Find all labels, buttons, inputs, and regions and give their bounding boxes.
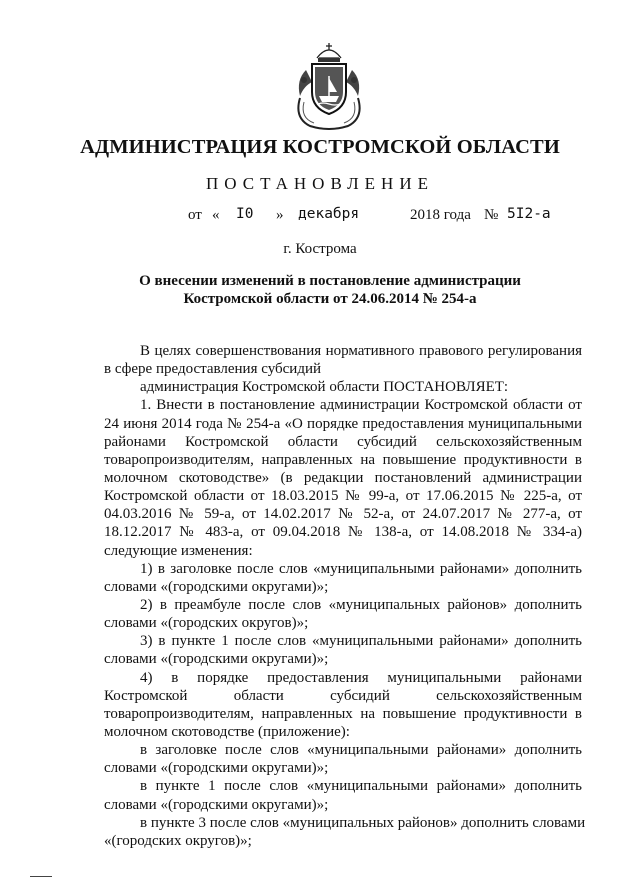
number-sign: № xyxy=(484,207,499,223)
body-line: 04.03.2016 № 59-а, от 14.02.2017 № 52-а, от 24.07.2017 № 277-а, от xyxy=(104,506,582,523)
body-line: 4) в порядке предоставления муниципальными районами xyxy=(140,669,582,686)
body-line: молочном скотоводстве (приложение): xyxy=(104,723,350,740)
document-subject xyxy=(120,272,540,308)
body-line: в заголовке после слов «муниципальными районами» дополнить xyxy=(140,742,582,759)
body-line: в пункте 1 после слов «муниципальными районами» дополнить xyxy=(140,778,582,795)
date-year: 2018 года xyxy=(410,207,471,223)
body-line: 1) в заголовке после слов «муниципальными районами» дополнить xyxy=(140,560,582,577)
body-line: администрация Костромской области ПОСТАНОВЛЯЕТ: xyxy=(140,379,509,396)
body-line: словами «(городскими округами)»; xyxy=(104,796,329,813)
date-quote-open: « xyxy=(212,207,220,223)
organization-title: АДМИНИСТРАЦИЯ КОСТРОМСКОЙ ОБЛАСТИ xyxy=(80,136,560,158)
body-line: словами «(городских округов)»; xyxy=(104,615,309,632)
body-line: словами «(городскими округами)»; xyxy=(104,651,329,668)
coat-of-arms-icon xyxy=(290,40,368,130)
body-line: в пункте 3 после слов «муниципальных районов» дополнить словами xyxy=(140,814,586,831)
page-mark xyxy=(30,876,52,877)
document-type: ПОСТАНОВЛЕНИЕ xyxy=(205,174,434,193)
document-body xyxy=(104,342,586,850)
date-day: I0 xyxy=(236,206,254,222)
body-line: молочном скотоводстве» (в редакции постановлений администрации xyxy=(104,469,582,486)
document-number: 5I2-а xyxy=(507,206,551,222)
body-line: Костромской области от 18.03.2015 № 99-а, от 17.06.2015 № 225-а, от xyxy=(104,488,582,505)
body-line: словами «(городскими округами)»; xyxy=(104,760,329,777)
body-line: 18.12.2017 № 483-а, от 09.04.2018 № 138-а, от 14.08.2018 № 334-а) xyxy=(104,524,582,541)
date-month: декабря xyxy=(298,206,360,222)
body-line: 24 июня 2014 года № 254-а «О порядке предоставления муниципальными xyxy=(104,415,582,432)
date-quote-close: » xyxy=(276,207,284,223)
body-line: районами Костромской области субсидий сельскохозяйственным xyxy=(104,433,582,450)
body-line: товаропроизводителям, направленных на повышение продуктивности в xyxy=(104,451,582,468)
body-line: Костромской области субсидий сельскохозяйственным xyxy=(104,687,582,704)
body-line: 1. Внести в постановление администрации Костромской области от xyxy=(140,397,582,414)
subject-line: О внесении изменений в постановление администрации xyxy=(139,273,521,289)
body-line: 2) в преамбуле после слов «муниципальных районов» дополнить xyxy=(140,596,582,613)
body-line: 3) в пункте 1 после слов «муниципальными районами» дополнить xyxy=(140,633,582,650)
body-line: в сфере предоставления субсидий xyxy=(104,361,322,378)
body-line: следующие изменения: xyxy=(104,542,253,559)
subject-line: Костромской области от 24.06.2014 № 254-а xyxy=(183,291,477,307)
body-line: В целях совершенствования нормативного правового регулирования xyxy=(140,343,582,359)
body-line: товаропроизводителям, направленных на повышение продуктивности в xyxy=(104,705,582,722)
date-prefix: от xyxy=(188,207,202,223)
body-line: словами «(городскими округами)»; xyxy=(104,578,329,595)
city: г. Кострома xyxy=(283,241,357,257)
body-line: «(городских округов)»; xyxy=(104,832,252,849)
